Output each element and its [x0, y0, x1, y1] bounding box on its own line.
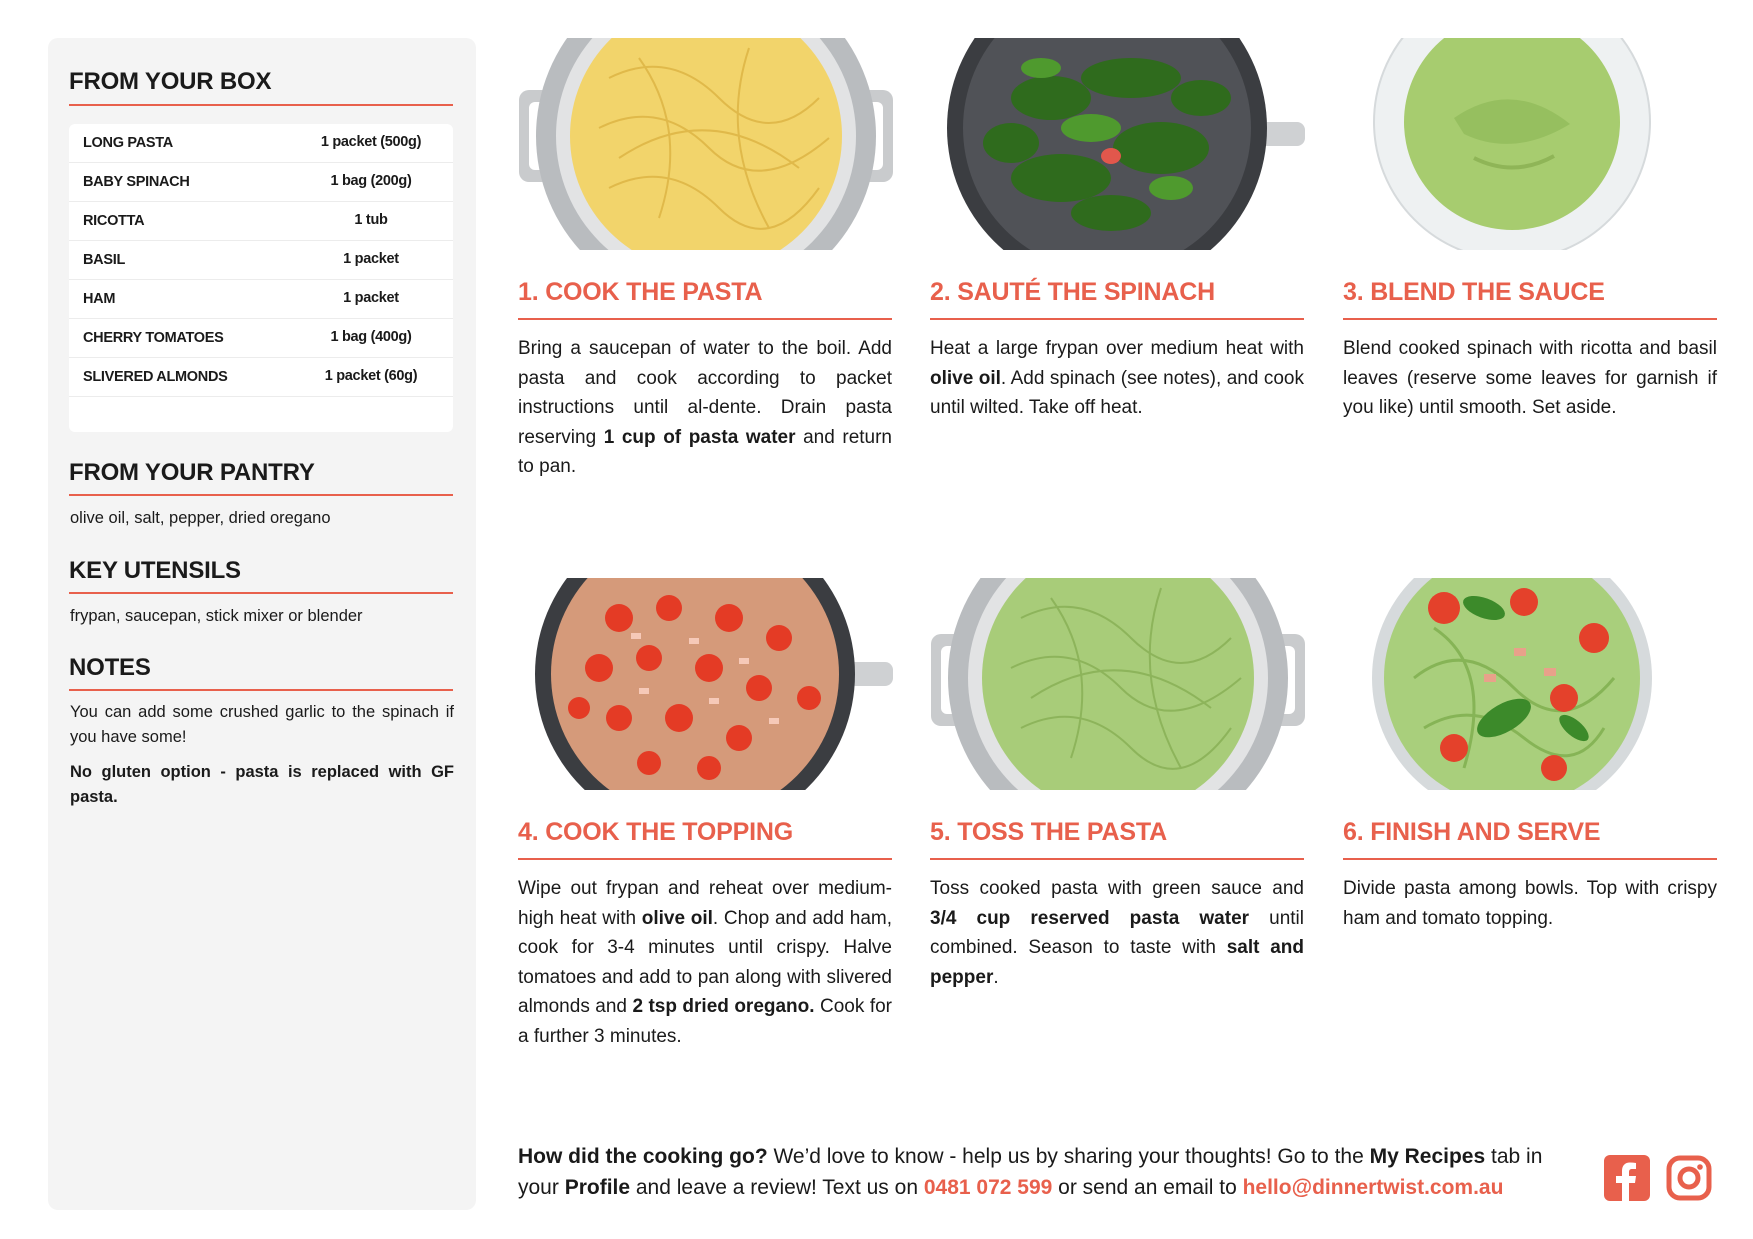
pantry-heading-rule [69, 494, 453, 496]
footer-text: or send an email to [1052, 1176, 1243, 1199]
step-text: Divide pasta among bowls. Top with crispy ham and tomato topping. [1343, 878, 1717, 929]
step-text: Toss cooked pasta with green sauce and [930, 878, 1304, 899]
box-ingredients-table [69, 124, 453, 432]
step-4-body [518, 874, 892, 1051]
utensils-heading-rule [69, 592, 453, 594]
step-5-rule [930, 858, 1304, 860]
notes-heading: NOTES [69, 654, 151, 681]
step-2-body [930, 334, 1304, 423]
contact-link[interactable]: hello@dinnertwist.com.au [1242, 1176, 1504, 1199]
step-6-rule [1343, 858, 1717, 860]
ingredient-name: BABY SPINACH [83, 174, 190, 190]
notes-heading-rule [69, 689, 453, 691]
box-heading: FROM YOUR BOX [69, 68, 272, 95]
footer-text: How did the cooking go? [518, 1145, 768, 1168]
step-4-title: 4. COOK THE TOPPING [518, 818, 793, 846]
step-text: Cook for a further 3 minutes. [518, 996, 893, 1047]
step-6-body [1343, 874, 1717, 933]
table-row [69, 202, 453, 241]
pantry-text: olive oil, salt, pepper, dried oregano [70, 509, 331, 527]
ingredient-name: HAM [83, 291, 116, 307]
step-text: . [993, 966, 999, 988]
spinach-in-frypan-photo [931, 38, 1305, 250]
table-row [69, 163, 453, 202]
step-5-title: 5. TOSS THE PASTA [930, 818, 1167, 846]
step-text: Bring a saucepan of water to the boil. Add pasta and cook according to packet instructions until al-dente. Drain pasta reserving [518, 338, 892, 448]
step-2-title: 2. SAUTÉ THE SPINACH [930, 278, 1215, 306]
step-4-rule [518, 858, 892, 860]
ingredient-quantity: 1 packet [343, 290, 399, 306]
footer-text: We’d love to know - help us by sharing your thoughts! Go to the [767, 1145, 1370, 1168]
footer-text: Profile [564, 1176, 631, 1199]
step-5-body [930, 874, 1304, 992]
utensils-heading: KEY UTENSILS [69, 557, 241, 584]
step-text: Wipe out frypan and reheat over medium-high heat with [518, 878, 892, 929]
step-1-rule [518, 318, 892, 320]
ingredient-quantity: 1 bag (400g) [330, 329, 412, 345]
green-sauce-bowl-photo [1344, 38, 1718, 250]
tomato-ham-topping-photo [519, 578, 893, 790]
ingredient-name: LONG PASTA [83, 135, 173, 151]
step-text: . Chop and add ham, cook for 3-4 minutes until crispy. Halve tomatoes and add to pan along with slivered almonds and [518, 907, 892, 1017]
step-1-body [518, 334, 892, 482]
table-row [69, 319, 453, 358]
notes-text: You can add some crushed garlic to the spinach if you have some! [70, 703, 454, 746]
green-pasta-in-saucepan-photo [931, 578, 1305, 790]
step-3-body [1343, 334, 1717, 423]
bold-text: olive oil [641, 907, 713, 929]
box-heading-rule [69, 104, 453, 106]
step-text: Heat a large frypan over medium heat with [930, 338, 1304, 359]
ingredient-name: SLIVERED ALMONDS [83, 369, 228, 385]
ingredient-name: BASIL [83, 252, 126, 268]
step-3-rule [1343, 318, 1717, 320]
step-text: . Add spinach (see notes), and cook until wilted. Take off heat. [930, 367, 1304, 418]
pantry-heading: FROM YOUR PANTRY [69, 459, 315, 486]
ingredients-sidebar [48, 38, 476, 1210]
plated-pasta-photo [1344, 578, 1718, 790]
ingredient-quantity: 1 packet (60g) [324, 368, 418, 384]
step-text: Blend cooked spinach with ricotta and basil leaves (reserve some leaves for garnish if you like) until smooth. Set aside. [1343, 338, 1717, 418]
table-row [69, 358, 453, 397]
step-3-title: 3. BLEND THE SAUCE [1343, 278, 1605, 306]
ingredient-quantity: 1 bag (200g) [330, 173, 412, 189]
facebook-icon[interactable] [1604, 1155, 1650, 1201]
instagram-icon[interactable] [1666, 1155, 1712, 1201]
ingredient-quantity: 1 packet (500g) [320, 134, 422, 150]
step-6-title: 6. FINISH AND SERVE [1343, 818, 1601, 846]
ingredient-quantity: 1 packet [343, 251, 399, 267]
ingredient-name: CHERRY TOMATOES [83, 330, 224, 346]
step-text: and return to pan. [518, 426, 892, 477]
bold-text: 1 cup of pasta water [603, 426, 796, 448]
bold-text: 2 tsp dried oregano. [632, 996, 815, 1017]
ingredient-quantity: 1 tub [354, 212, 388, 228]
contact-link[interactable]: 0481 072 599 [923, 1176, 1053, 1199]
gluten-free-note: No gluten option - pasta is replaced with GF pasta. [70, 763, 454, 806]
step-text: until combined. Season to taste with [930, 907, 1304, 958]
step-1-title: 1. COOK THE PASTA [518, 278, 763, 306]
footer-text: tab in your [518, 1145, 1543, 1199]
bold-text: 3/4 cup reserved pasta water [930, 907, 1250, 929]
table-row [69, 280, 453, 319]
bold-text: olive oil [930, 367, 1001, 389]
ingredient-name: RICOTTA [83, 213, 145, 229]
footer-text: and leave a review! Text us on [630, 1176, 924, 1199]
bold-text: salt and pepper [930, 937, 1304, 988]
pasta-in-saucepan-photo [519, 38, 893, 250]
utensils-text: frypan, saucepan, stick mixer or blender [70, 607, 363, 625]
review-prompt [518, 1141, 1578, 1203]
footer-text: My Recipes [1369, 1145, 1486, 1168]
step-2-rule [930, 318, 1304, 320]
table-row [69, 124, 453, 163]
table-row [69, 241, 453, 280]
